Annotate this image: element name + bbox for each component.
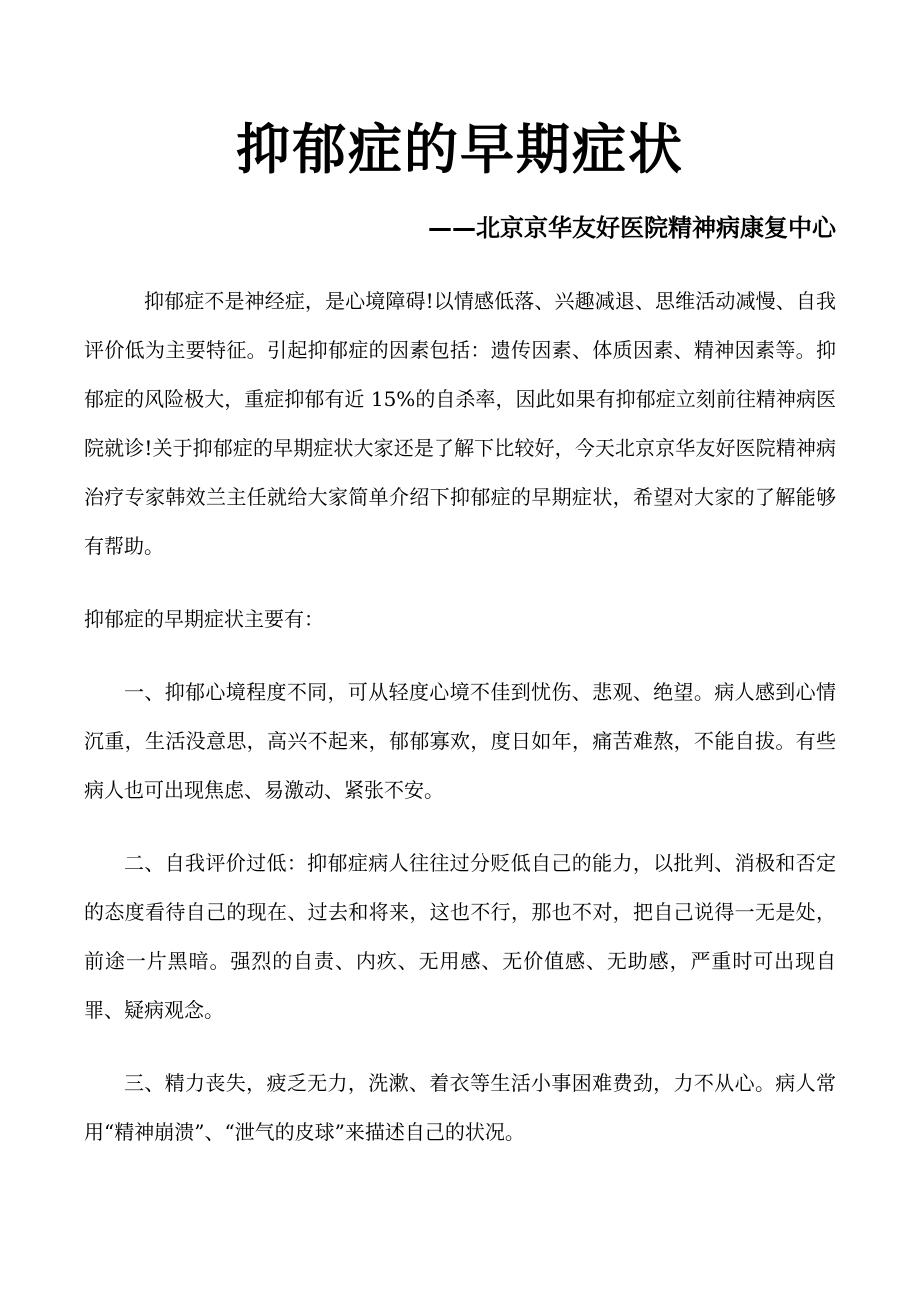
- paragraph-gap: [84, 1035, 836, 1059]
- paragraph-symptom-1: 一、抑郁心境程度不同，可从轻度心境不佳到忧伤、悲观、绝望。病人感到心情沉重，生活没意思，高兴不起来，郁郁寡欢，度日如年，痛苦难熬，不能自拔。有些病人也可出现焦虑、易激动、紧张不安。: [84, 680, 836, 802]
- paragraph-gap: [84, 644, 836, 668]
- paragraph-symptom-3: 三、精力丧失，疲乏无力，洗漱、着衣等生活小事困难费劲，力不从心。病人常用“精神崩溃”、“泄气的皮球”来描述自己的状况。: [84, 1071, 836, 1144]
- paragraph-intro: 抑郁症不是神经症，是心境障碍!以情感低落、兴趣减退、思维活动减慢、自我评价低为主要特征。引起抑郁症的因素包括：遗传因素、体质因素、精神因素等。抑郁症的风险极大，重症抑郁有近 15%的自杀率，因此如果有抑郁症立刻前往精神病医院就诊!关于抑郁症的早期症状大家还是了解下比较好，今天北京京华友好医院精神病治疗专家韩效兰主任就给大家简单介绍下抑郁症的早期症状，希望对大家的了解能够有帮助。: [84, 289, 836, 558]
- paragraph-symptom-2: 二、自我评价过低：抑郁症病人往往过分贬低自己的能力，以批判、消极和否定的态度看待自己的现在、过去和将来，这也不行，那也不对，把自己说得一无是处，前途一片黑暗。强烈的自责、内疚、无用感、无价值感、无助感，严重时可出现自罪、疑病观念。: [84, 851, 836, 1022]
- document-body: [84, 277, 836, 1157]
- paragraph-gap: [84, 571, 836, 595]
- paragraph-symptoms-heading: 抑郁症的早期症状主要有：: [84, 607, 324, 631]
- document-title: 抑郁症的早期症状: [236, 118, 684, 181]
- document-subtitle: ——北京京华友好医院精神病康复中心: [428, 214, 836, 242]
- paragraph-gap: [84, 815, 836, 839]
